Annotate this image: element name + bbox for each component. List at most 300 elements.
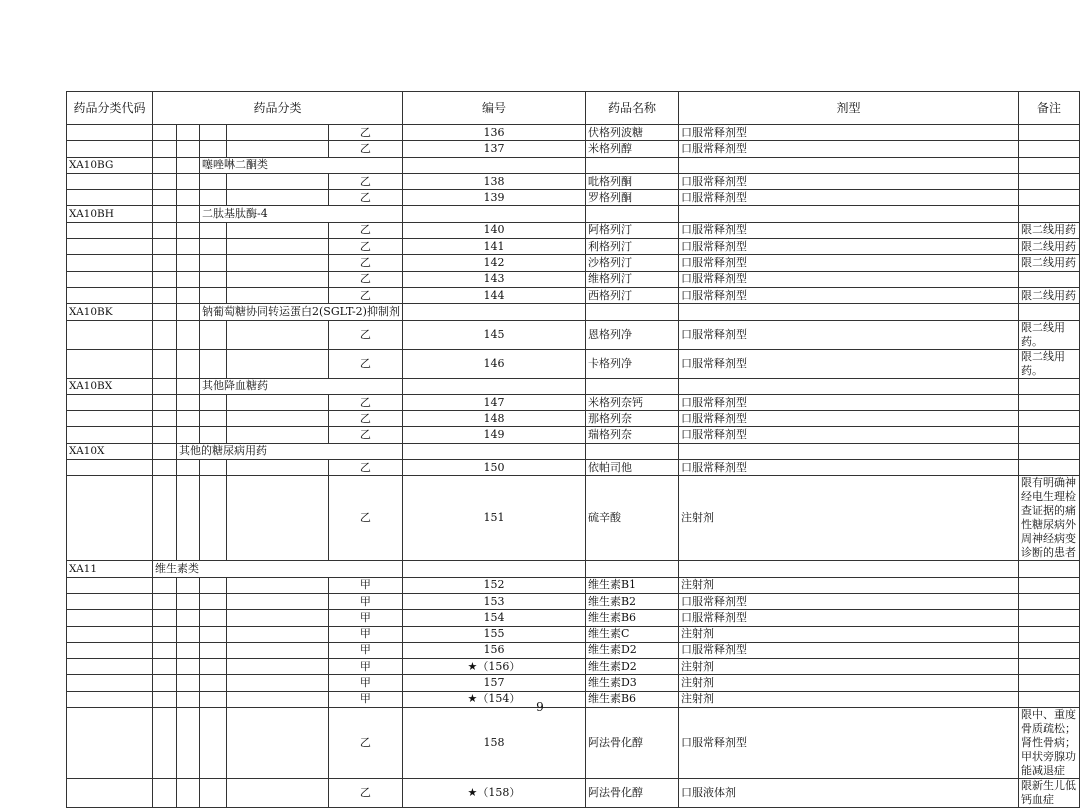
dosage-form-cell: 口服常释剂型: [678, 411, 1018, 427]
category-indent-cell: [200, 255, 227, 271]
header-number: 编号: [402, 92, 585, 125]
code-cell: [67, 476, 153, 561]
remark-cell: [1018, 411, 1079, 427]
table-header-row: [67, 92, 1080, 125]
category-indent-cell: [177, 476, 200, 561]
category-indent-cell: [200, 190, 227, 206]
category-indent-cell: [177, 427, 200, 443]
number-cell: 145: [402, 320, 585, 349]
remark-cell: [1018, 206, 1079, 222]
grade-cell: 乙: [328, 190, 402, 206]
category-indent-cell: [153, 779, 177, 808]
code-cell: [67, 222, 153, 238]
category-indent-cell: [200, 411, 227, 427]
dosage-form-cell: 口服常释剂型: [678, 593, 1018, 609]
number-cell: 158: [402, 708, 585, 779]
number-cell: 148: [402, 411, 585, 427]
drug-row: [67, 394, 1080, 410]
drug-name-cell: [585, 378, 678, 394]
category-indent-cell: [153, 206, 177, 222]
drug-row: [67, 349, 1080, 378]
grade-cell: 甲: [328, 593, 402, 609]
code-cell: XA11: [67, 561, 153, 577]
number-cell: 147: [402, 394, 585, 410]
number-cell: 144: [402, 287, 585, 303]
category-indent-cell: [226, 675, 328, 691]
grade-cell: 乙: [328, 222, 402, 238]
dosage-form-cell: [678, 304, 1018, 320]
category-indent-cell: [153, 427, 177, 443]
drug-name-cell: [585, 157, 678, 173]
category-indent-cell: [226, 476, 328, 561]
grade-cell: 甲: [328, 691, 402, 707]
code-cell: [67, 460, 153, 476]
dosage-form-cell: 注射剂: [678, 659, 1018, 675]
category-indent-cell: [200, 708, 227, 779]
code-cell: [67, 320, 153, 349]
code-cell: [67, 411, 153, 427]
dosage-form-cell: 口服液体剂: [678, 779, 1018, 808]
drug-name-cell: 维生素B6: [585, 610, 678, 626]
remark-cell: [1018, 378, 1079, 394]
remark-cell: 限中、重度骨质疏松；肾性骨病；甲状旁腺功能减退症: [1018, 708, 1079, 779]
drug-name-cell: 维格列汀: [585, 271, 678, 287]
category-indent-cell: [153, 125, 177, 141]
number-cell: 146: [402, 349, 585, 378]
category-indent-cell: [153, 378, 177, 394]
category-indent-cell: [153, 173, 177, 189]
drug-name-cell: 维生素C: [585, 626, 678, 642]
category-row: [67, 206, 1080, 222]
number-cell: [402, 378, 585, 394]
category-indent-cell: [177, 394, 200, 410]
header-category: 药品分类: [153, 92, 403, 125]
category-indent-cell: [153, 593, 177, 609]
category-indent-cell: [226, 222, 328, 238]
dosage-form-cell: [678, 206, 1018, 222]
drug-row: [67, 239, 1080, 255]
drug-row: [67, 427, 1080, 443]
category-indent-cell: [200, 476, 227, 561]
remark-cell: 限二线用药。: [1018, 349, 1079, 378]
code-cell: [67, 173, 153, 189]
category-indent-cell: [200, 141, 227, 157]
drug-row: [67, 642, 1080, 658]
remark-cell: [1018, 157, 1079, 173]
code-cell: XA10BH: [67, 206, 153, 222]
grade-cell: 乙: [328, 394, 402, 410]
category-indent-cell: [153, 708, 177, 779]
grade-cell: 乙: [328, 173, 402, 189]
category-label: 其他降血糖药: [200, 378, 403, 394]
drug-row: [67, 460, 1080, 476]
remark-cell: 限二线用药: [1018, 255, 1079, 271]
drug-name-cell: 西格列汀: [585, 287, 678, 303]
code-cell: [67, 255, 153, 271]
remark-cell: [1018, 394, 1079, 410]
drug-name-cell: 维生素B6: [585, 691, 678, 707]
dosage-form-cell: 注射剂: [678, 476, 1018, 561]
category-indent-cell: [226, 239, 328, 255]
drug-name-cell: 瑞格列奈: [585, 427, 678, 443]
category-indent-cell: [177, 411, 200, 427]
remark-cell: [1018, 190, 1079, 206]
category-label: 维生素类: [153, 561, 403, 577]
number-cell: 154: [402, 610, 585, 626]
category-indent-cell: [226, 427, 328, 443]
category-indent-cell: [200, 593, 227, 609]
category-indent-cell: [226, 173, 328, 189]
category-indent-cell: [153, 255, 177, 271]
category-indent-cell: [177, 287, 200, 303]
category-indent-cell: [177, 141, 200, 157]
remark-cell: [1018, 125, 1079, 141]
category-indent-cell: [153, 626, 177, 642]
category-row: [67, 304, 1080, 320]
category-indent-cell: [200, 779, 227, 808]
remark-cell: 限有明确神经电生理检查证据的痛性糖尿病外周神经病变诊断的患者: [1018, 476, 1079, 561]
category-indent-cell: [153, 610, 177, 626]
drug-name-cell: 米格列奈钙: [585, 394, 678, 410]
category-indent-cell: [153, 349, 177, 378]
dosage-form-cell: 口服常释剂型: [678, 255, 1018, 271]
remark-cell: [1018, 675, 1079, 691]
drug-row: [67, 708, 1080, 779]
drug-row: [67, 222, 1080, 238]
dosage-form-cell: [678, 443, 1018, 459]
number-cell: 151: [402, 476, 585, 561]
category-row: [67, 443, 1080, 459]
dosage-form-cell: 口服常释剂型: [678, 320, 1018, 349]
grade-cell: 乙: [328, 125, 402, 141]
drug-name-cell: 维生素D3: [585, 675, 678, 691]
category-indent-cell: [177, 708, 200, 779]
category-indent-cell: [177, 378, 200, 394]
category-indent-cell: [153, 443, 177, 459]
drug-name-cell: 伏格列波糖: [585, 125, 678, 141]
remark-cell: [1018, 561, 1079, 577]
number-cell: ★（156）: [402, 659, 585, 675]
drug-name-cell: 那格列奈: [585, 411, 678, 427]
grade-cell: 甲: [328, 626, 402, 642]
category-indent-cell: [177, 349, 200, 378]
category-indent-cell: [200, 642, 227, 658]
category-indent-cell: [200, 675, 227, 691]
drug-name-cell: [585, 304, 678, 320]
code-cell: [67, 610, 153, 626]
dosage-form-cell: [678, 561, 1018, 577]
category-indent-cell: [200, 222, 227, 238]
grade-cell: 乙: [328, 411, 402, 427]
drug-name-cell: 阿格列汀: [585, 222, 678, 238]
category-indent-cell: [226, 320, 328, 349]
category-indent-cell: [177, 125, 200, 141]
header-form: 剂型: [678, 92, 1018, 125]
category-indent-cell: [153, 190, 177, 206]
dosage-form-cell: 口服常释剂型: [678, 271, 1018, 287]
drug-row: [67, 173, 1080, 189]
number-cell: 140: [402, 222, 585, 238]
number-cell: ★（154）: [402, 691, 585, 707]
code-cell: [67, 287, 153, 303]
dosage-form-cell: 口服常释剂型: [678, 141, 1018, 157]
category-row: [67, 561, 1080, 577]
remark-cell: 限二线用药。: [1018, 320, 1079, 349]
category-indent-cell: [200, 394, 227, 410]
category-indent-cell: [200, 125, 227, 141]
number-cell: 143: [402, 271, 585, 287]
drug-row: [67, 141, 1080, 157]
number-cell: 141: [402, 239, 585, 255]
category-indent-cell: [226, 411, 328, 427]
category-indent-cell: [200, 287, 227, 303]
code-cell: [67, 642, 153, 658]
number-cell: 153: [402, 593, 585, 609]
drug-name-cell: 吡格列酮: [585, 173, 678, 189]
grade-cell: 乙: [328, 255, 402, 271]
grade-cell: 乙: [328, 476, 402, 561]
drug-row: [67, 476, 1080, 561]
remark-cell: [1018, 626, 1079, 642]
drug-row: [67, 287, 1080, 303]
category-indent-cell: [153, 239, 177, 255]
code-cell: [67, 394, 153, 410]
number-cell: 149: [402, 427, 585, 443]
dosage-form-cell: 口服常释剂型: [678, 349, 1018, 378]
drug-name-cell: [585, 443, 678, 459]
dosage-form-cell: 注射剂: [678, 577, 1018, 593]
code-cell: XA10BG: [67, 157, 153, 173]
drug-name-cell: 沙格列汀: [585, 255, 678, 271]
remark-cell: [1018, 173, 1079, 189]
category-indent-cell: [200, 349, 227, 378]
category-row: [67, 157, 1080, 173]
category-indent-cell: [177, 577, 200, 593]
grade-cell: 乙: [328, 349, 402, 378]
category-indent-cell: [200, 610, 227, 626]
category-indent-cell: [226, 593, 328, 609]
category-indent-cell: [177, 173, 200, 189]
remark-cell: 限二线用药: [1018, 222, 1079, 238]
number-cell: [402, 443, 585, 459]
number-cell: 137: [402, 141, 585, 157]
category-indent-cell: [200, 577, 227, 593]
dosage-form-cell: 口服常释剂型: [678, 610, 1018, 626]
remark-cell: [1018, 642, 1079, 658]
category-indent-cell: [177, 206, 200, 222]
category-indent-cell: [226, 125, 328, 141]
category-indent-cell: [226, 460, 328, 476]
category-indent-cell: [177, 779, 200, 808]
drug-name-cell: 维生素D2: [585, 659, 678, 675]
grade-cell: 乙: [328, 708, 402, 779]
code-cell: [67, 577, 153, 593]
category-indent-cell: [226, 141, 328, 157]
drug-name-cell: [585, 561, 678, 577]
code-cell: [67, 190, 153, 206]
category-indent-cell: [177, 675, 200, 691]
category-indent-cell: [177, 271, 200, 287]
category-indent-cell: [200, 460, 227, 476]
code-cell: [67, 239, 153, 255]
drug-name-cell: 卡格列净: [585, 349, 678, 378]
dosage-form-cell: [678, 378, 1018, 394]
category-indent-cell: [177, 190, 200, 206]
dosage-form-cell: 口服常释剂型: [678, 708, 1018, 779]
remark-cell: [1018, 271, 1079, 287]
dosage-form-cell: 口服常释剂型: [678, 239, 1018, 255]
remark-cell: 限二线用药: [1018, 287, 1079, 303]
code-cell: [67, 708, 153, 779]
number-cell: 152: [402, 577, 585, 593]
category-indent-cell: [200, 659, 227, 675]
number-cell: [402, 206, 585, 222]
drug-row: [67, 411, 1080, 427]
drug-row: [67, 779, 1080, 808]
remark-cell: [1018, 577, 1079, 593]
drug-name-cell: 依帕司他: [585, 460, 678, 476]
drug-row: [67, 125, 1080, 141]
category-indent-cell: [153, 675, 177, 691]
number-cell: ★（158）: [402, 779, 585, 808]
dosage-form-cell: 注射剂: [678, 691, 1018, 707]
drug-name-cell: 罗格列酮: [585, 190, 678, 206]
grade-cell: 乙: [328, 320, 402, 349]
category-indent-cell: [226, 642, 328, 658]
dosage-form-cell: 口服常释剂型: [678, 460, 1018, 476]
category-indent-cell: [153, 304, 177, 320]
code-cell: [67, 125, 153, 141]
drug-name-cell: 米格列醇: [585, 141, 678, 157]
drug-row: [67, 593, 1080, 609]
category-label: 二肽基肽酶-4: [200, 206, 403, 222]
drug-row: [67, 320, 1080, 349]
category-indent-cell: [153, 577, 177, 593]
drug-name-cell: 维生素B2: [585, 593, 678, 609]
category-indent-cell: [200, 320, 227, 349]
page-number: 9: [536, 700, 544, 714]
grade-cell: 乙: [328, 271, 402, 287]
dosage-form-cell: 口服常释剂型: [678, 190, 1018, 206]
category-indent-cell: [226, 190, 328, 206]
category-indent-cell: [226, 349, 328, 378]
grade-cell: 甲: [328, 675, 402, 691]
drug-row: [67, 626, 1080, 642]
number-cell: [402, 157, 585, 173]
category-indent-cell: [200, 239, 227, 255]
dosage-form-cell: 注射剂: [678, 675, 1018, 691]
drug-name-cell: 恩格列净: [585, 320, 678, 349]
code-cell: XA10BK: [67, 304, 153, 320]
number-cell: 155: [402, 626, 585, 642]
number-cell: 157: [402, 675, 585, 691]
category-indent-cell: [177, 642, 200, 658]
code-cell: [67, 593, 153, 609]
category-indent-cell: [177, 304, 200, 320]
category-indent-cell: [153, 642, 177, 658]
drug-row: [67, 659, 1080, 675]
remark-cell: [1018, 593, 1079, 609]
header-code: 药品分类代码: [67, 92, 153, 125]
category-indent-cell: [177, 659, 200, 675]
category-indent-cell: [226, 779, 328, 808]
category-label: 噻唑啉二酮类: [200, 157, 403, 173]
number-cell: [402, 304, 585, 320]
code-cell: [67, 141, 153, 157]
drug-row: [67, 271, 1080, 287]
drug-name-cell: 利格列汀: [585, 239, 678, 255]
category-row: [67, 378, 1080, 394]
remark-cell: [1018, 141, 1079, 157]
category-indent-cell: [226, 287, 328, 303]
dosage-form-cell: 口服常释剂型: [678, 642, 1018, 658]
code-cell: [67, 349, 153, 378]
drug-name-cell: 维生素B1: [585, 577, 678, 593]
category-indent-cell: [226, 577, 328, 593]
dosage-form-cell: 口服常释剂型: [678, 427, 1018, 443]
code-cell: [67, 427, 153, 443]
grade-cell: 乙: [328, 287, 402, 303]
dosage-form-cell: [678, 157, 1018, 173]
grade-cell: 乙: [328, 460, 402, 476]
category-indent-cell: [153, 141, 177, 157]
drug-name-cell: 维生素D2: [585, 642, 678, 658]
dosage-form-cell: 注射剂: [678, 626, 1018, 642]
grade-cell: 甲: [328, 577, 402, 593]
category-indent-cell: [153, 157, 177, 173]
category-indent-cell: [177, 255, 200, 271]
code-cell: [67, 779, 153, 808]
remark-cell: 限新生儿低钙血症: [1018, 779, 1079, 808]
number-cell: 150: [402, 460, 585, 476]
category-indent-cell: [153, 476, 177, 561]
category-indent-cell: [177, 320, 200, 349]
number-cell: [402, 561, 585, 577]
remark-cell: [1018, 610, 1079, 626]
drug-name-cell: 阿法骨化醇: [585, 708, 678, 779]
dosage-form-cell: 口服常释剂型: [678, 125, 1018, 141]
dosage-form-cell: 口服常释剂型: [678, 222, 1018, 238]
dosage-form-cell: 口服常释剂型: [678, 394, 1018, 410]
code-cell: [67, 675, 153, 691]
grade-cell: 乙: [328, 141, 402, 157]
grade-cell: 乙: [328, 779, 402, 808]
header-remark: 备注: [1018, 92, 1079, 125]
dosage-form-cell: 口服常释剂型: [678, 173, 1018, 189]
drug-name-cell: 硫辛酸: [585, 476, 678, 561]
grade-cell: 乙: [328, 239, 402, 255]
category-indent-cell: [153, 659, 177, 675]
remark-cell: [1018, 304, 1079, 320]
category-indent-cell: [153, 460, 177, 476]
number-cell: 139: [402, 190, 585, 206]
drug-row: [67, 255, 1080, 271]
code-cell: XA10X: [67, 443, 153, 459]
drug-row: [67, 190, 1080, 206]
remark-cell: [1018, 443, 1079, 459]
category-indent-cell: [153, 394, 177, 410]
category-indent-cell: [200, 271, 227, 287]
code-cell: [67, 271, 153, 287]
category-indent-cell: [200, 427, 227, 443]
drug-row: [67, 675, 1080, 691]
grade-cell: 甲: [328, 659, 402, 675]
category-indent-cell: [177, 222, 200, 238]
remark-cell: [1018, 460, 1079, 476]
code-cell: XA10BX: [67, 378, 153, 394]
dosage-form-cell: 口服常释剂型: [678, 287, 1018, 303]
drug-row: [67, 577, 1080, 593]
